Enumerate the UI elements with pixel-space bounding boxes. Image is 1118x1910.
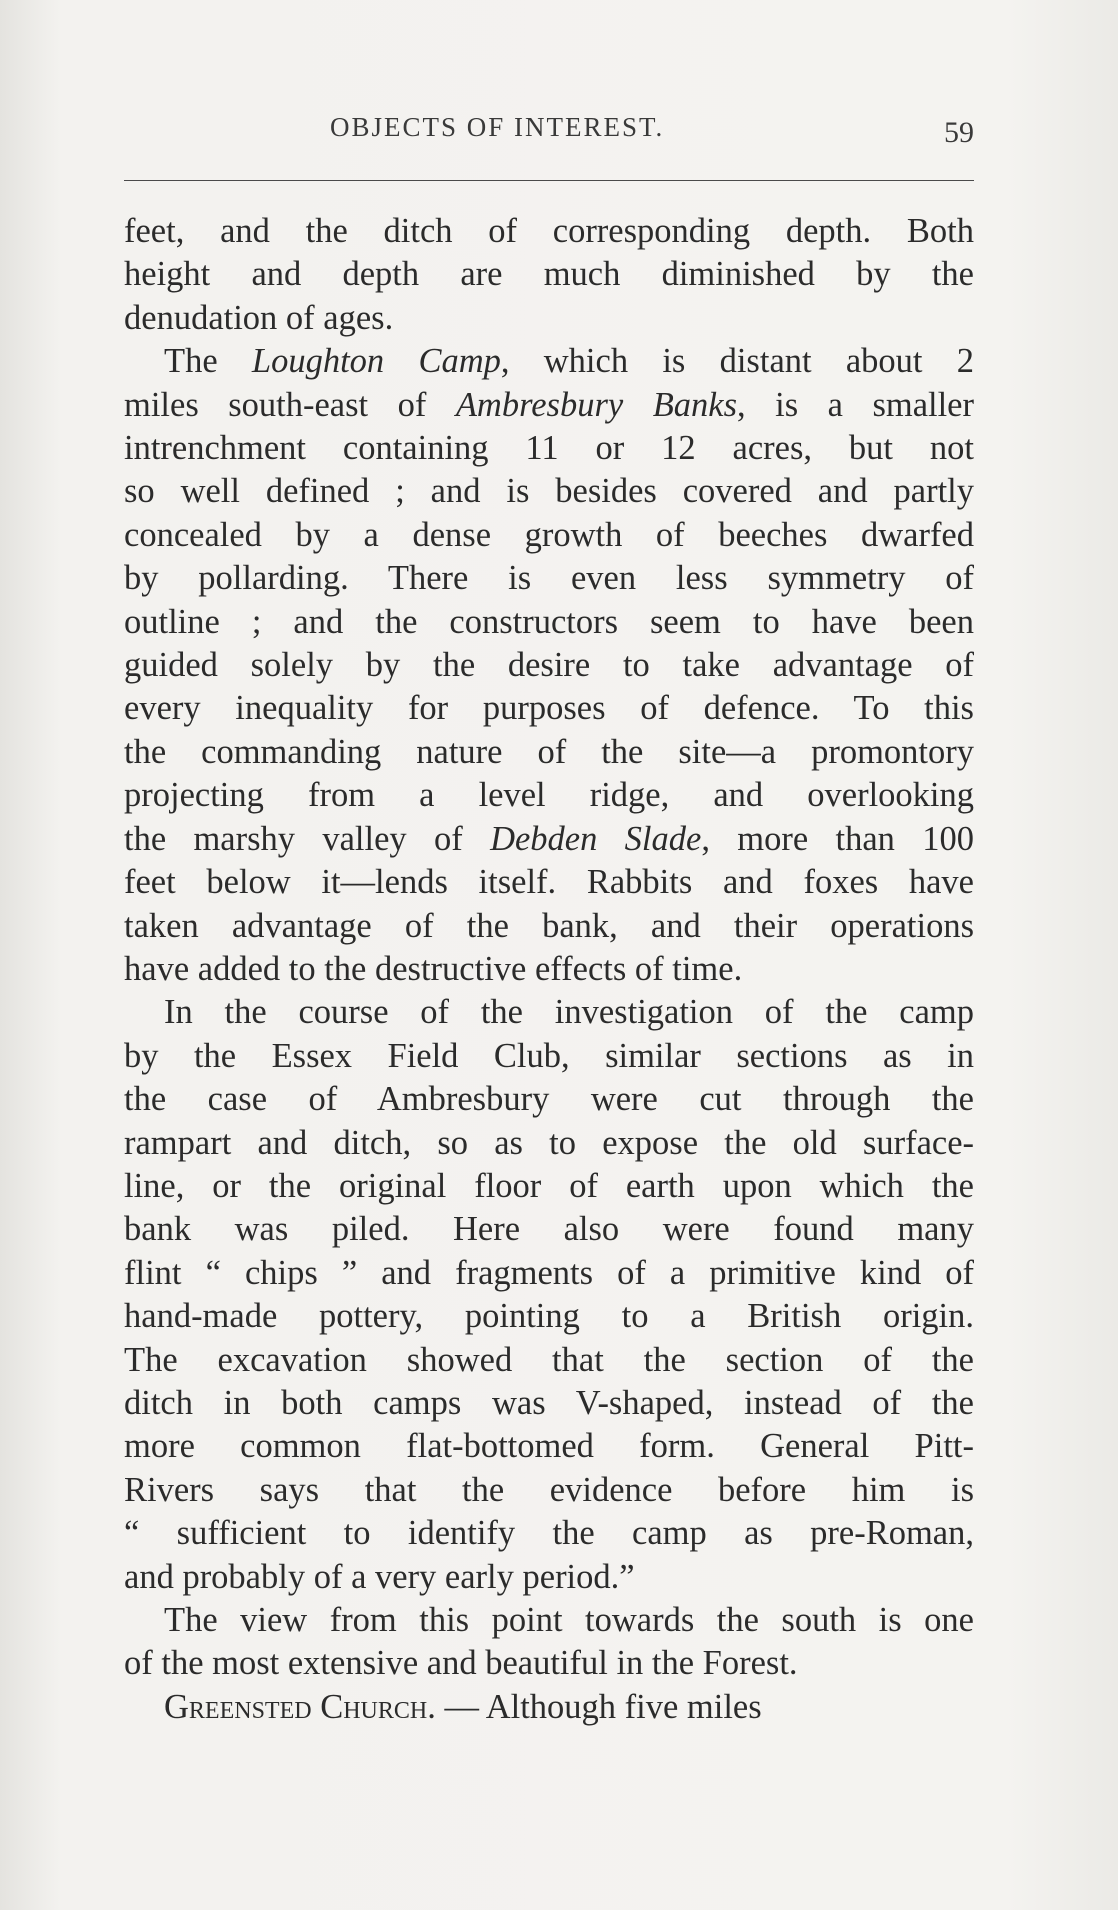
text-line: projecting from a level ridge, and overlooking (124, 776, 974, 815)
text-line: so well defined ; and is besides covered and partly (124, 472, 974, 511)
text-line: concealed by a dense growth of beeches dwarfed (124, 515, 974, 554)
text-line: intrenchment containing 11 or 12 acres, but not (124, 429, 974, 468)
text-line: “ sufficient to identify the camp as pre-Roman, (124, 1514, 974, 1553)
text-line: flint “ chips ” and fragments of a primitive kind of (124, 1253, 974, 1292)
text-line: Rivers says that the evidence before him is (124, 1470, 974, 1509)
paragraph (124, 210, 974, 340)
text-line: In the course of the investigation of the camp (164, 993, 974, 1032)
text-line: the case of Ambresbury were cut through the (124, 1080, 974, 1119)
text-line: have added to the destructive effects of time. (124, 949, 743, 988)
text-line: Greensted Church. — Although five miles (164, 1687, 762, 1726)
text-line: every inequality for purposes of defence. To this (124, 689, 974, 728)
text-line: the marshy valley of Debden Slade, more than 100 (124, 819, 974, 858)
body-text (124, 210, 974, 1729)
italic-place-name: Debden Slade (490, 819, 702, 858)
page-header (124, 108, 974, 168)
text-line: The view from this point towards the south is one (164, 1601, 974, 1639)
paragraph (124, 991, 974, 1599)
text-line: height and depth are much diminished by the (124, 255, 974, 294)
paragraph (124, 340, 974, 991)
text-line: rampart and ditch, so as to expose the old surface- (124, 1123, 974, 1162)
text-line: line, or the original floor of earth upon which the (124, 1166, 974, 1205)
italic-place-name: Ambresbury Banks (455, 385, 738, 424)
text-line: denudation of ages. (124, 298, 394, 337)
running-head: OBJECTS OF INTEREST. (330, 112, 665, 142)
text-line: and probably of a very early period.” (124, 1557, 635, 1596)
text-line: ditch in both camps was V-shaped, instead of the (124, 1383, 974, 1422)
italic-place-name: Loughton Camp (251, 342, 501, 381)
paragraph (124, 1686, 974, 1729)
header-rule (124, 180, 974, 181)
text-line: taken advantage of the bank, and their operations (124, 906, 974, 945)
text-line: bank was piled. Here also were found many (124, 1210, 974, 1249)
text-line: feet below it—lends itself. Rabbits and foxes have (124, 863, 974, 902)
text-line: feet, and the ditch of corresponding depth. Both (124, 212, 974, 250)
text-line: outline ; and the constructors seem to have been (124, 602, 974, 641)
text-line: guided solely by the desire to take advantage of (124, 646, 974, 685)
text-line: hand-made pottery, pointing to a British origin. (124, 1297, 974, 1336)
text-line: The Loughton Camp, which is distant about 2 (164, 342, 975, 381)
text-line: the commanding nature of the site—a promontory (124, 732, 974, 771)
text-line: by pollarding. There is even less symmetry of (124, 559, 974, 598)
text-line: more common flat-bottomed form. General Pitt- (124, 1427, 974, 1466)
text-line: miles south-east of Ambresbury Banks, is a smaller (124, 385, 974, 424)
page-number: 59 (944, 116, 974, 149)
text-line: by the Essex Field Club, similar sections as in (124, 1036, 974, 1075)
text-line: of the most extensive and beautiful in the Forest. (124, 1644, 798, 1683)
section-heading: Greensted Church. (164, 1687, 436, 1726)
text-line: The excavation showed that the section of the (124, 1340, 974, 1379)
paragraph (124, 1599, 974, 1686)
